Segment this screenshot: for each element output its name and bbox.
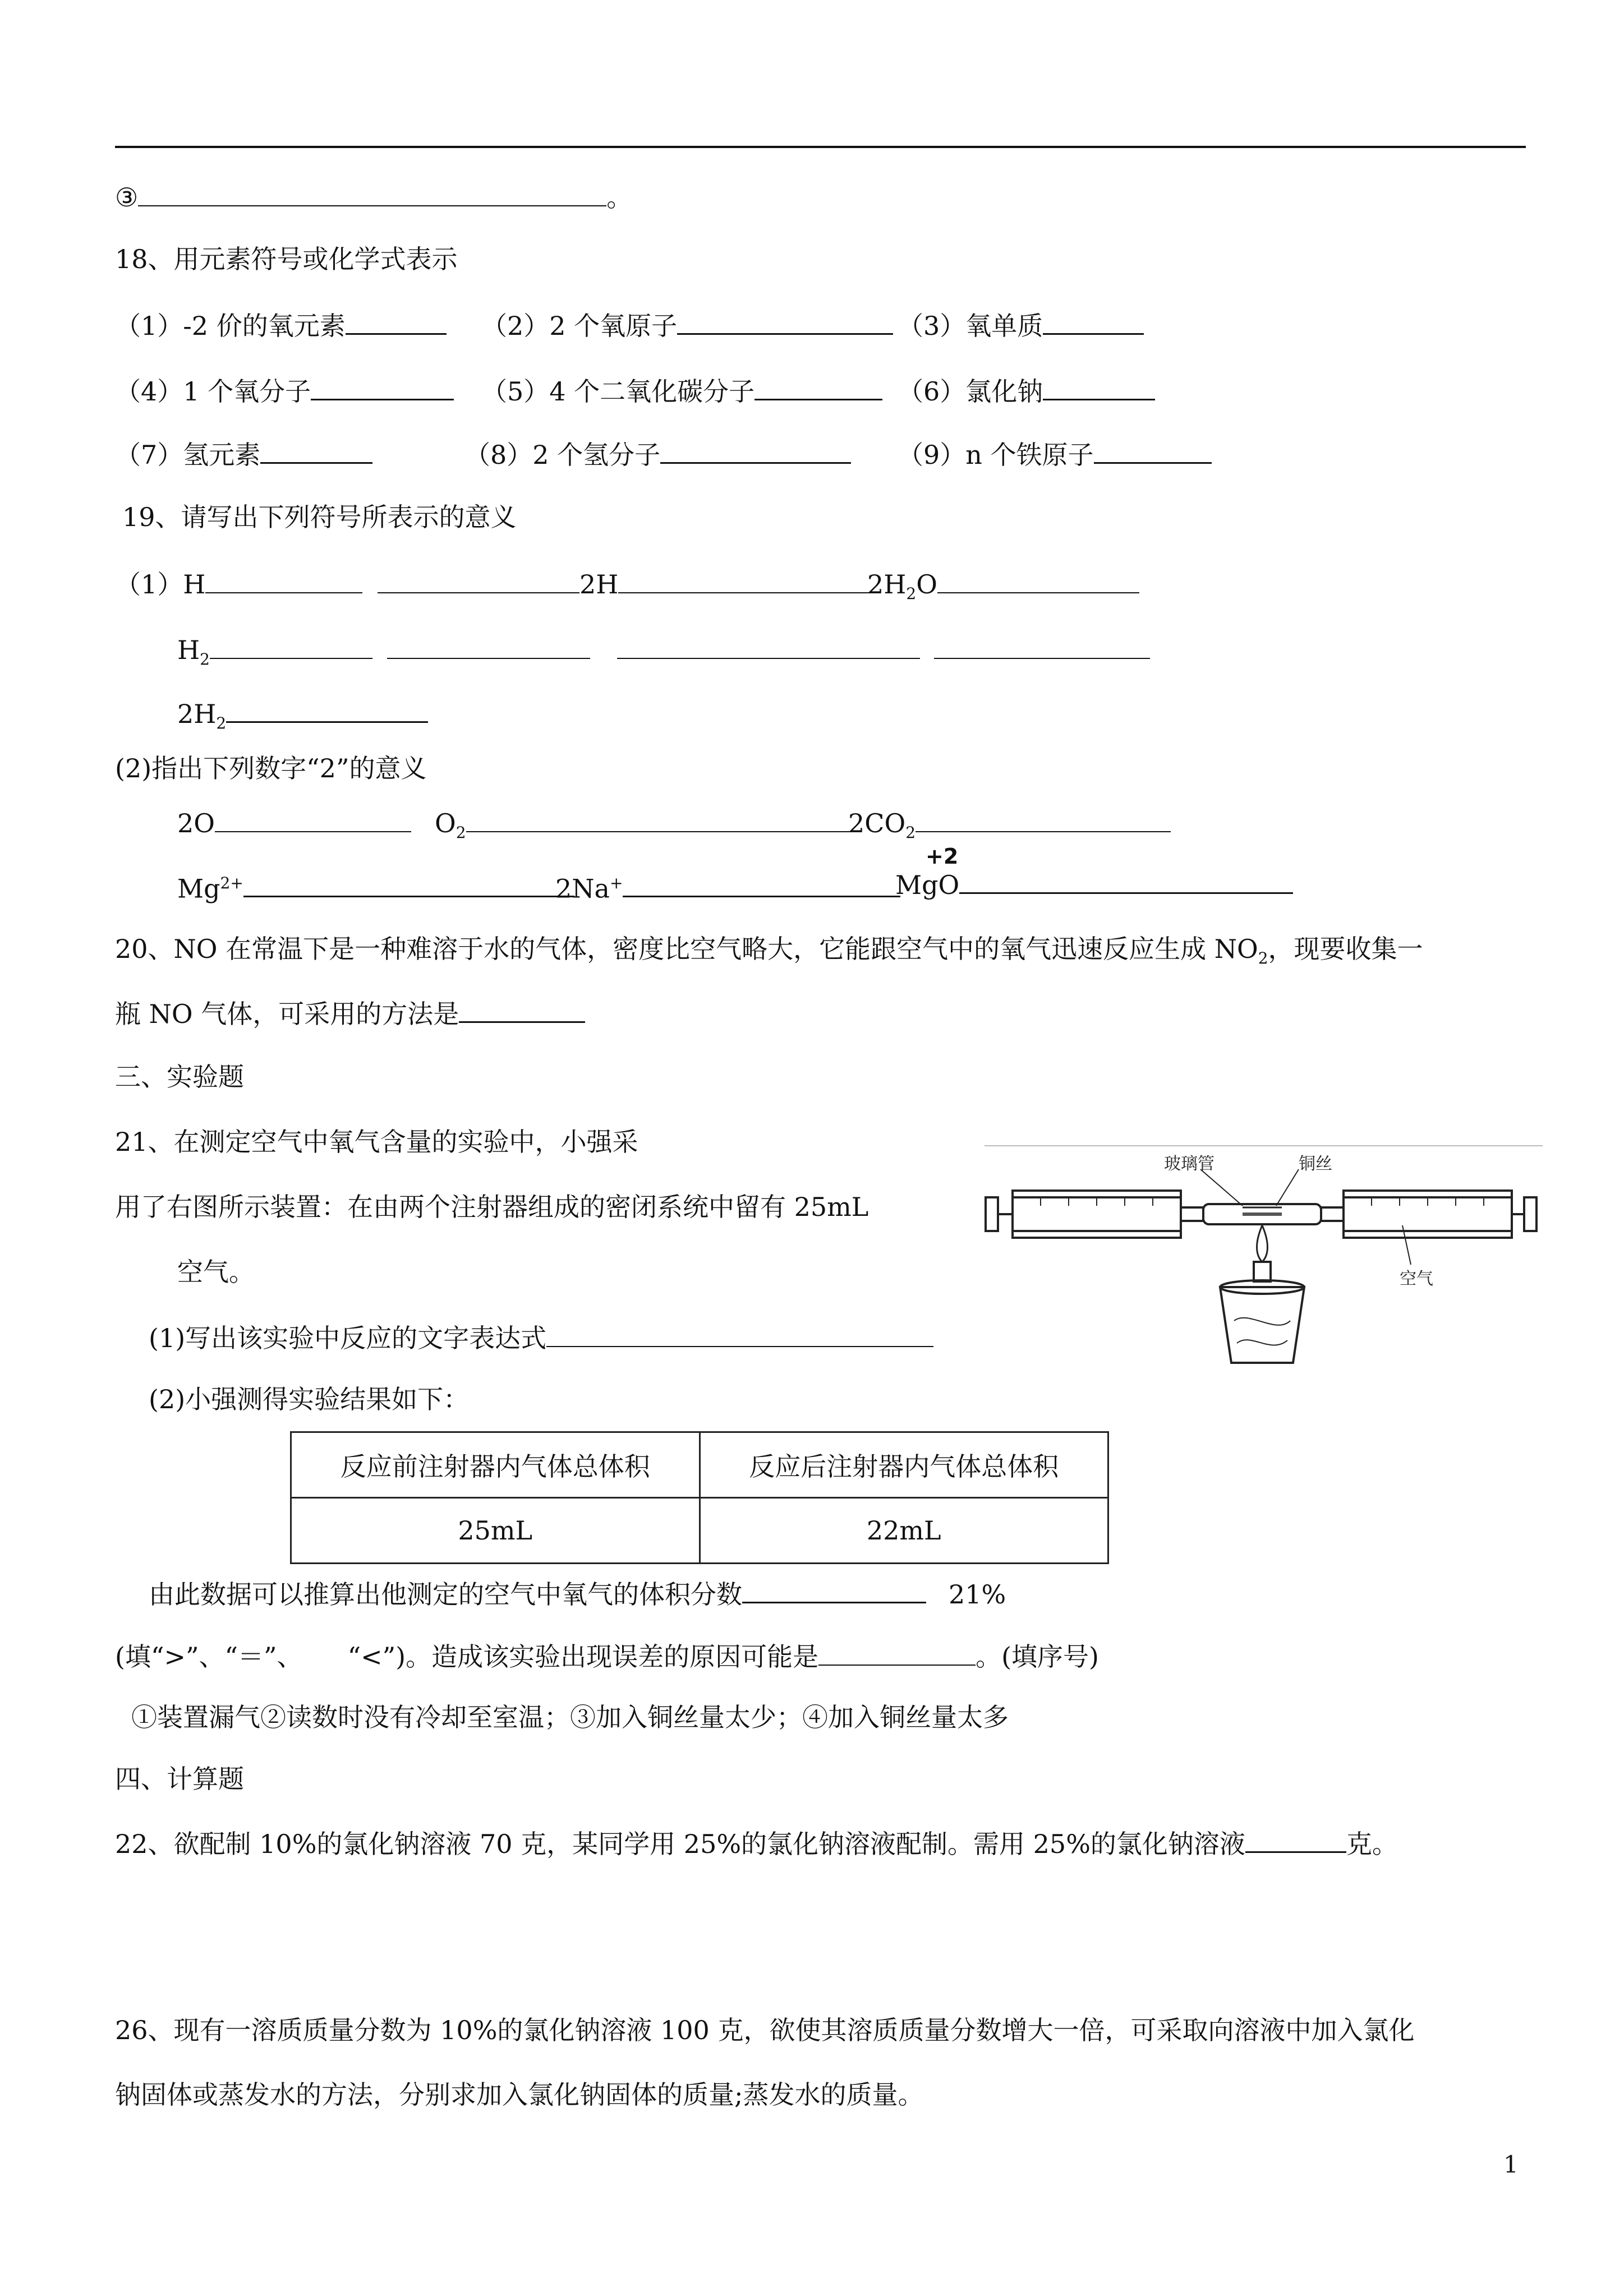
label-copper-wire: 铜丝 — [1299, 1154, 1332, 1174]
q18-item2: （2）2 个氧原子 — [481, 307, 893, 343]
q17-item3: ③ 。 — [115, 179, 632, 214]
q19-row-H: （1）H — [115, 566, 362, 601]
q18-item7: （7）氢元素 — [115, 436, 372, 472]
answer-blank[interactable] — [243, 870, 574, 897]
label-glass-tube: 玻璃管 — [1164, 1154, 1214, 1174]
q21-options: ①装置漏气②读数时没有冷却至室温；③加入铜丝量太少；④加入铜丝量太多 — [131, 1702, 1009, 1732]
answer-blank[interactable] — [260, 436, 372, 464]
q21-line3: 空气。 — [177, 1257, 255, 1287]
answer-blank[interactable] — [311, 373, 454, 400]
answer-blank[interactable] — [1043, 373, 1155, 400]
table-header-cell: 反应后注射器内气体总体积 — [700, 1432, 1108, 1498]
results-table — [290, 1431, 1109, 1564]
q21-sub1: (1)写出该实验中反应的文字表达式 — [149, 1320, 933, 1355]
q19-blank: 2H — [378, 566, 876, 601]
q22: 22、欲配制 10%的氯化钠溶液 70 克，某同学用 25%的氯化钠溶液配制。需用 25%的氯化钠溶液 克。 — [115, 1825, 1398, 1861]
answer-blank[interactable] — [660, 436, 851, 464]
q19-H2-blank4 — [934, 632, 1150, 667]
answer-blank[interactable] — [618, 566, 876, 593]
answer-blank[interactable] — [138, 179, 606, 206]
answer-blank[interactable] — [466, 805, 853, 832]
answer-blank[interactable] — [742, 1576, 926, 1603]
q19-2CO2: $2CO_2$ — [848, 805, 1171, 850]
q19-title: 19、请写出下列符号所表示的意义 — [122, 502, 517, 532]
answer-blank[interactable] — [915, 805, 1171, 832]
answer-blank[interactable] — [934, 632, 1150, 659]
syringe-apparatus-diagram — [979, 1141, 1545, 1371]
answer-blank[interactable] — [937, 566, 1139, 593]
q18-item6: （6）氯化钠 — [898, 373, 1155, 408]
q21-fill-hint: (填“>”、“＝”、 “<”)。造成该实验出现误差的原因可能是 。(填序号) — [115, 1639, 1099, 1673]
answer-blank[interactable] — [617, 632, 920, 659]
q19-H2: $H_2$ — [177, 632, 372, 676]
q18-row1: （1）-2 价的氧元素 — [115, 307, 447, 343]
table-cell: 22mL — [700, 1498, 1108, 1564]
q19-H2-blank3 — [617, 632, 920, 667]
q18-title: 18、用元素符号或化学式表示 — [115, 244, 458, 274]
q19-2H2O: $2H_2O$ — [867, 566, 1139, 611]
answer-blank[interactable] — [459, 995, 585, 1023]
answer-blank[interactable] — [1043, 307, 1144, 335]
answer-blank[interactable] — [210, 632, 372, 659]
answer-blank[interactable] — [677, 307, 893, 335]
answer-blank[interactable] — [546, 1320, 933, 1347]
table-row — [291, 1498, 1108, 1564]
answer-blank[interactable] — [818, 1639, 976, 1666]
q18-item4: （4）1 个氧分子 — [115, 373, 454, 408]
answer-blank[interactable] — [378, 566, 579, 593]
answer-blank[interactable] — [387, 632, 590, 659]
table-header-cell: 反应前注射器内气体总体积 — [291, 1432, 700, 1498]
answer-blank[interactable] — [1094, 436, 1212, 464]
q18-item3: （3）氧单质 — [898, 307, 1144, 343]
q19-2O: 2O — [177, 805, 411, 840]
answer-blank[interactable] — [1245, 1825, 1346, 1853]
q18-item8: （8）2 个氢分子 — [464, 436, 851, 472]
page-number: 1 — [1503, 2151, 1519, 2178]
q18-item9: （9）n 个铁原子 — [898, 436, 1212, 472]
q26-line1: 26、现有一溶质质量分数为 10%的氯化钠溶液 100 克，欲使其溶质质量分数增大一倍，可采取向溶液中加入氯化 — [115, 2015, 1415, 2045]
q19-H2-blank2 — [387, 632, 590, 667]
q19-MgO: MgO — [895, 866, 1293, 902]
q20-line2: 瓶 NO 气体，可采用的方法是 — [115, 995, 585, 1031]
q19-Na: 2Na+ — [555, 866, 900, 905]
answer-blank[interactable] — [215, 805, 411, 832]
q19-Mg: $Mg^{2+}$ — [177, 866, 574, 905]
q26-line2: 钠固体或蒸发水的方法，分别求加入氯化钠固体的质量;蒸发水的质量。 — [115, 2080, 924, 2110]
answer-blank[interactable] — [959, 866, 1293, 894]
q21-sub2: (2)小强测得实验结果如下： — [149, 1384, 470, 1414]
valence-mark: +2 — [926, 844, 959, 869]
answer-blank[interactable] — [226, 695, 428, 723]
section-experiment: 三、实验题 — [115, 1062, 244, 1092]
q21-line2: 用了右图所示装置：在由两个注射器组成的密闭系统中留有 25mL — [115, 1192, 869, 1222]
q21-result: 由此数据可以推算出他测定的空气中氧气的体积分数 21% — [149, 1576, 1006, 1611]
answer-blank[interactable] — [755, 373, 882, 400]
table-row — [291, 1432, 1108, 1498]
q21-line1: 21、在测定空气中氧气含量的实验中，小强采 — [115, 1127, 638, 1157]
q20-line1: 20、NO 在常温下是一种难溶于水的气体，密度比空气略大，它能跟空气中的氧气迅速反应生成 $NO_2$，现要收集一 — [115, 934, 1423, 968]
table-cell: 25mL — [291, 1498, 700, 1564]
q19-O2: $O_2$ — [435, 805, 853, 850]
answer-blank[interactable] — [205, 566, 362, 593]
q19-part2-title: (2)指出下列数字“2”的意义 — [115, 753, 427, 783]
header-rule — [115, 146, 1526, 148]
q19-2H2: $2H_2$ — [177, 695, 428, 740]
label-air: 空气 — [1400, 1269, 1433, 1289]
answer-blank[interactable] — [346, 307, 447, 335]
section-calculation: 四、计算题 — [115, 1764, 244, 1794]
answer-blank[interactable] — [623, 870, 900, 897]
q18-item5: （5）4 个二氧化碳分子 — [481, 373, 882, 408]
